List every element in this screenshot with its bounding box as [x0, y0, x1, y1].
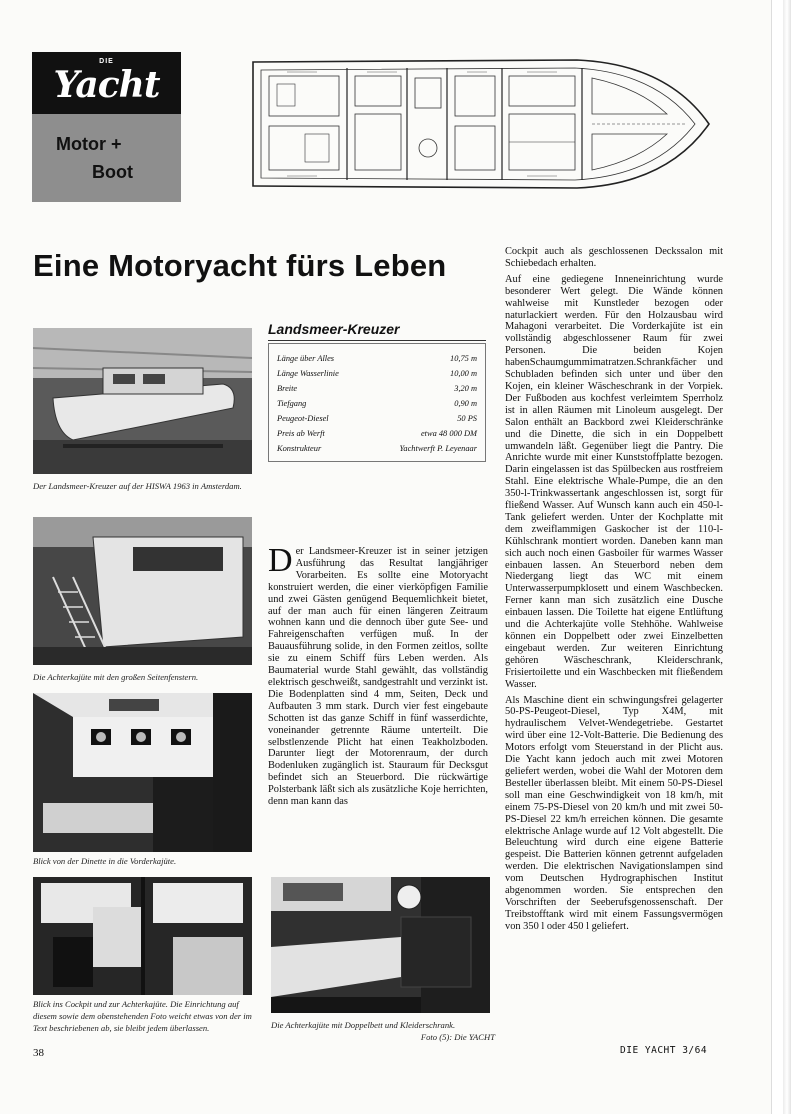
article-headline: Eine Motoryacht fürs Leben [33, 248, 447, 283]
photo-hiswa-yacht [33, 328, 252, 474]
photo-credit: Foto (5): Die YACHT [420, 1032, 495, 1042]
spec-row [277, 397, 477, 411]
spec-value: 10,75 m [450, 354, 477, 363]
body-text: er Landsmeer-Kreuzer ist in seiner jetzigen Ausführung das Resultat langjähriger Vorarbeiten. Es sollte eine Motoryacht konstruiert werden, die einer vierköpfigen Familie und zwei Gästen genügend Bequemlichkeit bietet, auf der man auch für einen längeren Zeitraum wohnen kann und die dennoch über gute See- und Fahreigenschaften verfügen muß. In der Bauausführung solide, in den Formen zeitlos, sollte sie zu einem Schiff fürs Leben werden. Als Baumaterial wurde Stahl gewählt, das vollständig elektrisch geschweißt, sandgestrahlt und verzinkt ist. Die Bodenplatten sind 4 mm, Seiten, Deck und Aufbauten 3 mm stark. Durch vier fest eingebaute Schotten ist das ganze Schiff in fünf wasserdichte, voneinander getrennte Räume unterteilt. Die selbstlenzende Plicht hat einen Teakholzboden. Darunter liegt der Motorenraum, der durch Bodenluken zugänglich ist. Stauraum für Decksgut befindet sich an Steuerbord. Die rückwärtige Polsterbank läßt sich als zusätzliche Koje herrichten, denn man kann das [268, 546, 488, 808]
spec-row [277, 412, 477, 426]
spec-value: 3,20 m [454, 384, 477, 393]
spec-row [277, 352, 477, 366]
spec-row [277, 382, 477, 396]
body-paragraph: Auf eine gediegene Inneneinrichtung wurde besonderer Wert gelegt. Die Wände können wahlweise mit Kunstleder bezogen oder naturlackiert werden. Für den Holzausbau wird Mahagoni verarbeitet. Die Vorderkajüte ist ein vollständig abgeschlossener Raum für zwei Personen. Die beiden Kojen habenSchaumgummimatratzen.Schrankfächer und Schubladen befinden sich unter und über den Kojen, ein kleiner Wäscheschrank in der Vorpiek. Der Fußboden aus kochfest verleimtem Sperrholz ist in allen Räumen mit Linoleum ausgelegt. Der Salon enthält an Backbord zwei Kleiderschränke und die Dinette, die sich in ein Doppelbett umwandeln läßt. Gegenüber liegt die Pantry. Die Anrichte wurde mit einer Kunststoffplatte bezogen. Darin eingelassen ist das Spülbecken aus rostfreiem Stahl. Eine elektrische Whale-Pumpe, die an den 350-l-Trinkwassertank angeschlossen ist, sorgt für fließend Wasser. Auf Wunsch kann auch ein 450-l-Tank geliefert werden. Unter der Kochplatte mit dem zweiflammigen Gaskocher ist der 110-l-Kühlschrank montiert worden. Daneben kann man sich auch noch einen Gasboiler für warmes Wasser einbauen lassen. An Steuerbord neben dem Niedergang liegt das WC mit einem Unterwasserpumpklosett und einem Waschbecken. Ferner kann man sich zusätzlich eine Dusche einbauen lassen. Die Toilette hat eigene Entlüftung und die Achterkajüte volle Stehhöhe. Wahlweise können ein Doppelbett oder zwei Einzelbetten eingebaut werden. Zur weiteren Einrichtung gehören Wäscheschrank, Kleiderschrank, Frisiertoilette und ein Waschbecken mit fließendem Wasser. [505, 273, 723, 690]
drop-cap: D [268, 542, 293, 579]
spec-row [277, 442, 477, 456]
masthead-yacht-logo: Yacht [53, 64, 160, 106]
deck-plan-drawing [247, 54, 713, 194]
spec-label: Tiefgang [277, 399, 307, 408]
spec-label: Konstrukteur [277, 444, 322, 453]
body-column-1 [268, 542, 488, 808]
spec-value: Yachtwerft P. Leyenaar [399, 444, 477, 453]
spec-label: Länge über Alles [277, 354, 335, 363]
body-column-2 [505, 246, 723, 933]
masthead-die: DIE [99, 58, 114, 65]
caption-photo-1: Der Landsmeer-Kreuzer auf der HISWA 1963 in Amsterdam. [33, 481, 242, 491]
spec-value: 0,90 m [454, 399, 477, 408]
section-boot-label: Boot [92, 162, 133, 182]
spec-box-title: Landsmeer-Kreuzer [268, 321, 400, 337]
photo-cockpit-aft-cabin [33, 877, 252, 995]
caption-photo-5: Die Achterkajüte mit Doppelbett und Kleiderschrank. [271, 1020, 456, 1030]
spec-value: 10,00 m [450, 369, 477, 378]
spec-label: Preis ab Werft [277, 429, 325, 438]
body-paragraph: Als Maschine dient ein schwingungsfrei gelagerter 50-PS-Peugeot-Diesel, Typ X4M, mit hydraulischem Velvet-Wendegetriebe. Gestartet wird über eine 12-Volt-Batterie. Die Bedienung des Motors erfolgt vom Steuerstand in der Plicht aus. Die Yacht kann jedoch auch mit zwei Motoren geliefert werden, wobei die Wahl der Motoren dem Besteller überlassen bleibt. Mit einem 50-PS-Diesel soll man eine Geschwindigkeit von 18 km/h, mit einem 75-PS-Diesel von 20 km/h und mit zwei 50-PS-Diesel 22 km/h erreichen können. Die gesamte elektrische Anlage wurde auf 12 Volt abgestellt. Die Beleuchtung wird durch eine eigene Batterie gespeist. Die Batterien können getrennt aufgeladen werden. Die elektrischen Navigationslampen sind vom Deutschen Hydrographischen Institut abgenommen worden. Sie entsprechen den Vorschriften der Seeberufsgenossenschaft. Der Treibstofftank wird mit einem Fassungsvermögen von 350 l oder 450 l geliefert. [505, 694, 723, 932]
masthead-section-block [32, 114, 181, 202]
section-motor-label: Motor + [56, 134, 122, 154]
caption-photo-2: Die Achterkajüte mit den großen Seitenfenstern. [33, 672, 199, 682]
caption-photo-4: Blick ins Cockpit und zur Achterkajüte. Die Einrichtung auf diesem sowie dem obenstehenden Foto weicht etwas von der im Text beschriebenen ab, sie bleibt jedem überlassen. [33, 999, 252, 1033]
photo-aft-cabin-windows [33, 517, 252, 665]
spec-row [277, 427, 477, 441]
body-paragraph [268, 542, 488, 808]
photo-aft-cabin-bed [271, 877, 490, 1013]
body-paragraph: Cockpit auch als geschlossenen Deckssalon mit Schiebedach erhalten. [505, 246, 723, 269]
magazine-issue: DIE YACHT 3/64 [620, 1045, 708, 1056]
spec-label: Peugeot-Diesel [277, 414, 329, 423]
spec-box-rule [268, 340, 486, 341]
photo-dinette-forward-cabin [33, 693, 252, 852]
page-edge [771, 0, 799, 1114]
spec-label: Länge Wasserlinie [277, 369, 339, 378]
caption-photo-3: Blick von der Dinette in die Vorderkajüte. [33, 856, 177, 866]
masthead-logo-block [32, 52, 181, 114]
spec-label: Breite [277, 384, 298, 393]
spec-box [268, 343, 486, 462]
spec-value: etwa 48 000 DM [420, 429, 477, 438]
spec-value: 50 PS [457, 414, 477, 423]
page-number: 38 [33, 1047, 44, 1059]
spec-row [277, 367, 477, 381]
